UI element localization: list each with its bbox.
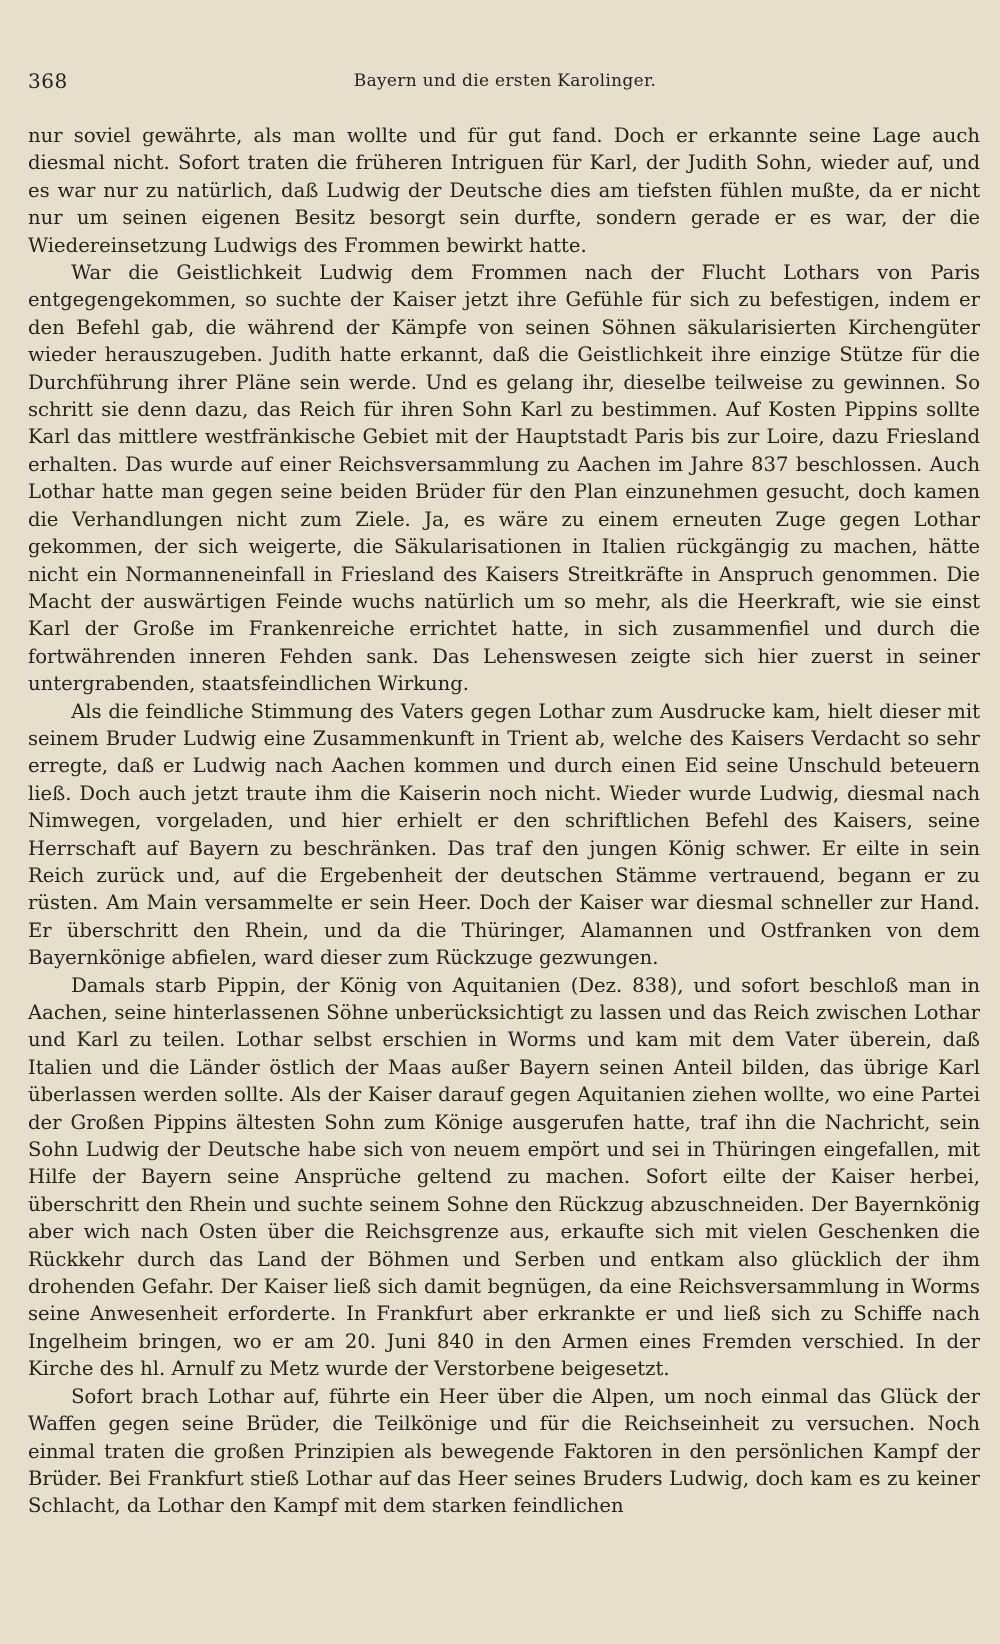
paragraph: Sofort brach Lothar auf, führte ein Heer über die Alpen, um noch einmal das Glück der Waffen gegen seine Brüder, die Teilkönige und für die Reichseinheit zu versuchen. Noch einmal traten die großen Prinzipien als bewegende Faktoren in den persönlichen Kampf der Brüder. Bei Frankfurt stieß Lothar auf das Heer seines Bruders Ludwig, doch kam es zu keiner Schlacht, da Lothar den Kampf mit dem starken feindlichen (28, 1384, 980, 1518)
paragraph: Damals starb Pippin, der König von Aquitanien (Dez. 838), und sofort beschloß man in Aachen, seine hinterlassenen Söhne unberücksichtigt zu lassen und das Reich zwischen Lothar und Karl zu teilen. Lothar selbst erschien in Worms und kam mit dem Vater überein, daß Italien und die Länder östlich der Maas außer Bayern seinen Anteil bilden, das übrige Karl überlassen werden sollte. Als der Kaiser darauf gegen Aquitanien ziehen wollte, wo eine Partei der Großen Pippins ältesten Sohn zum Könige ausgerufen hatte, traf ihn die Nachricht, sein Sohn Ludwig der Deutsche habe sich von neuem empört und sei in Thüringen eingefallen, mit Hilfe der Bayern seine Ansprüche geltend zu machen. Sofort eilte der Kaiser herbei, überschritt den Rhein und suchte seinem Sohne den Rückzug abzuschneiden. Der Bayernkönig aber wich nach Osten über die Reichsgrenze aus, erkaufte sich mit vielen Geschenken die Rückkehr durch das Land der Böhmen und Serben und entkam also glücklich der ihm drohenden Gefahr. Der Kaiser ließ sich damit begnügen, da eine Reichsversammlung in Worms seine Anwesenheit erforderte. In Frankfurt aber erkrankte er und ließ sich zu Schiffe nach Ingelheim bringen, wo er am 20. Juni 840 in den Armen eines Fremden verschied. In der Kirche des hl. Arnulf zu Metz wurde der Verstorbene beigesetzt. (28, 973, 980, 1381)
page-header (28, 66, 982, 96)
body-text (28, 122, 980, 1520)
paragraph: War die Geistlichkeit Ludwig dem Frommen nach der Flucht Lothars von Paris entgegengekommen, so suchte der Kaiser jetzt ihre Gefühle für sich zu befestigen, indem er den Befehl gab, die während der Kämpfe von seinen Söhnen säkularisierten Kirchengüter wieder herauszugeben. Judith hatte erkannt, daß die Geistlichkeit ihre einzige Stütze für die Durchführung ihrer Pläne sein werde. Und es gelang ihr, dieselbe teilweise zu gewinnen. So schritt sie denn dazu, das Reich für ihren Sohn Karl zu bestimmen. Auf Kosten Pippins sollte Karl das mittlere westfränkische Gebiet mit der Hauptstadt Paris bis zur Loire, dazu Friesland erhalten. Das wurde auf einer Reichsversammlung zu Aachen im Jahre 837 beschlossen. Auch Lothar hatte man gegen seine beiden Brüder für den Plan einzunehmen gesucht, doch kamen die Verhandlungen nicht zum Ziele. Ja, es wäre zu einem erneuten Zuge gegen Lothar gekommen, der sich weigerte, die Säkularisationen in Italien rückgängig zu machen, hätte nicht ein Normanneneinfall in Friesland des Kaisers Streitkräfte in Anspruch genommen. Die Macht der auswärtigen Feinde wuchs natürlich um so mehr, als die Heerkraft, wie sie einst Karl der Große im Frankenreiche errichtet hatte, in sich zusammenfiel und durch die fortwährenden inneren Fehden sank. Das Lehenswesen zeigte sich hier zuerst in seiner untergrabenden, staatsfeindlichen Wirkung. (28, 261, 980, 696)
page-number: 368 (28, 69, 68, 93)
paragraph: nur soviel gewährte, als man wollte und für gut fand. Doch er erkannte seine Lage auch diesmal nicht. Sofort traten die früheren Intriguen für Karl, der Judith Sohn, wieder auf, und es war nur zu natürlich, daß Ludwig der Deutsche dies am tiefsten fühlen mußte, da er nicht nur um seinen eigenen Besitz besorgt sein durfte, sondern gerade er es war, der die Wiedereinsetzung Ludwigs des Frommen bewirkt hatte. (28, 124, 980, 257)
paragraph: Als die feindliche Stimmung des Vaters gegen Lothar zum Ausdrucke kam, hielt dieser mit seinem Bruder Ludwig eine Zusammenkunft in Trient ab, welche des Kaisers Verdacht so sehr erregte, daß er Ludwig nach Aachen kommen und durch einen Eid seine Unschuld beteuern ließ. Doch auch jetzt traute ihm die Kaiserin noch nicht. Wieder wurde Ludwig, diesmal nach Nimwegen, vorgeladen, und hier erhielt er den schriftlichen Befehl des Kaisers, seine Herrschaft auf Bayern zu beschränken. Das traf den jungen König schwer. Er eilte in sein Reich zurück und, auf die Ergebenheit der deutschen Stämme vertrauend, begann er zu rüsten. Am Main versammelte er sein Heer. Doch der Kaiser war diesmal schneller zur Hand. Er überschritt den Rhein, und da die Thüringer, Alamannen und Ostfranken von dem Bayernkönige abfielen, ward dieser zum Rückzuge gezwungen. (28, 699, 980, 970)
running-head: Bayern und die ersten Karolinger. (353, 71, 657, 91)
